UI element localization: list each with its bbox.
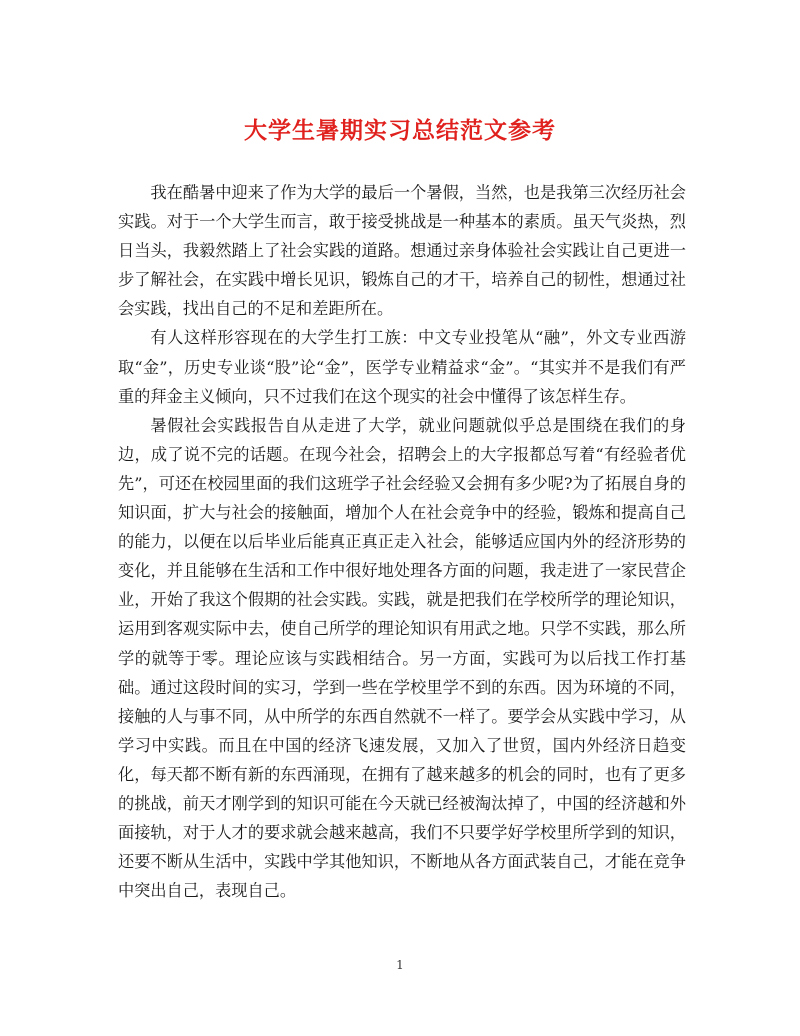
document-body (118, 178, 686, 905)
paragraph-3: 暑假社会实践报告自从走进了大学，就业问题就似乎总是围绕在我们的身边，成了说不完的话题。在现今社会，招聘会上的大字报都总写着“有经验者优先”，可还在校园里面的我们这班学子社会经验又会拥有多少呢?为了拓展自身的知识面，扩大与社会的接触面，增加个人在社会竞争中的经验，锻炼和提高自己的能力，以便在以后毕业后能真正真正走入社会，能够适应国内外的经济形势的变化，并且能够在生活和工作中很好地处理各方面的问题，我走进了一家民营企业，开始了我这个假期的社会实践。实践，就是把我们在学校所学的理论知识，运用到客观实际中去，使自己所学的理论知识有用武之地。只学不实践，那么所学的就等于零。理论应该与实践相结合。另一方面，实践可为以后找工作打基础。通过这段时间的实习，学到一些在学校里学不到的东西。因为环境的不同，接触的人与事不同，从中所学的东西自然就不一样了。要学会从实践中学习，从学习中实践。而且在中国的经济飞速发展，又加入了世贸，国内外经济日趋变化，每天都不断有新的东西涌现，在拥有了越来越多的机会的同时，也有了更多的挑战，前天才刚学到的知识可能在今天就已经被淘汰掉了，中国的经济越和外面接轨，对于人才的要求就会越来越高，我们不只要学好学校里所学到的知识，还要不断从生活中，实践中学其他知识，不断地从各方面武装自己，才能在竞争中突出自己，表现自己。 (118, 415, 686, 901)
paragraph-1: 我在酷暑中迎来了作为大学的最后一个暑假，当然，也是我第三次经历社会实践。对于一个大学生而言，敢于接受挑战是一种基本的素质。虽天气炎热，烈日当头，我毅然踏上了社会实践的道路。想通过亲身体验社会实践让自己更进一步了解社会，在实践中增长见识，锻炼自己的才干，培养自己的韧性，想通过社会实践，找出自己的不足和差距所在。 (118, 183, 686, 319)
document-title: 大学生暑期实习总结范文参考 (244, 117, 556, 144)
page-number: 1 (396, 958, 404, 972)
paragraph-2: 有人这样形容现在的大学生打工族：中文专业投笔从“融”，外文专业西游取“金”，历史专业谈“股”论“金”，医学专业精益求“金”。“其实并不是我们有严重的拜金主义倾向，只不过我们在这个现实的社会中懂得了该怎样生存。 (118, 328, 686, 406)
